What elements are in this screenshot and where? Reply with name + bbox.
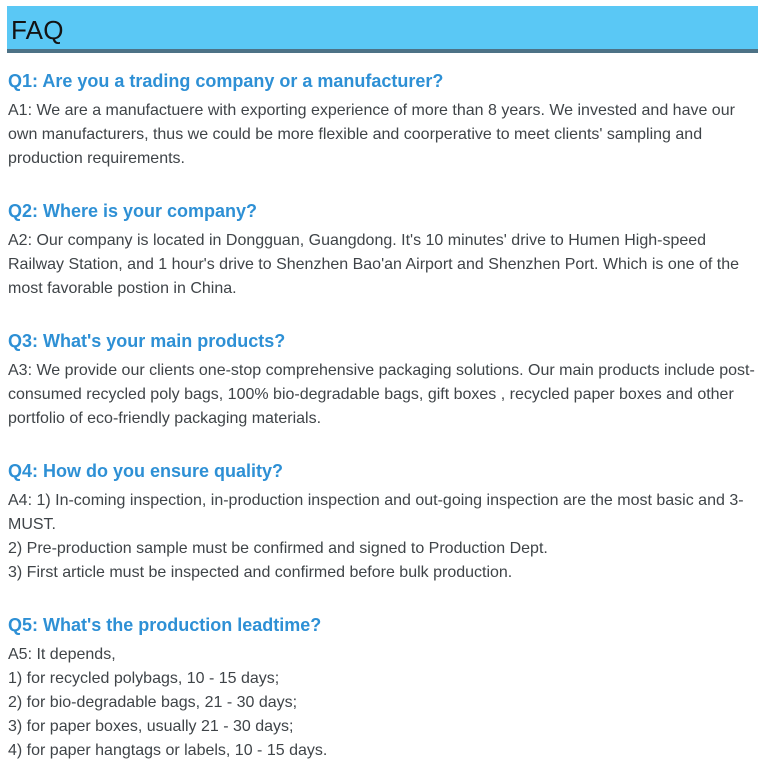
faq-answer-line: A4: 1) In-coming inspection, in-production inspection and out-going inspection are the most basic and 3-MUST. — [8, 492, 744, 533]
faq-answer-line: 2) Pre-production sample must be confirmed and signed to Production Dept. — [8, 540, 548, 557]
faq-section — [8, 331, 757, 431]
faq-answer-line: A3: We provide our clients one-stop comprehensive packaging solutions. Our main products include post-consumed recycled poly bags, 100% bio-degradable bags, gift boxes , recycled paper boxes and other portfolio of eco-friendly packaging materials. — [8, 362, 755, 427]
faq-question: Q3: What's your main products? — [8, 331, 286, 351]
faq-answer-line: A2: Our company is located in Dongguan, Guangdong. It's 10 minutes' drive to Humen High-speed Railway Station, and 1 hour's drive to Shenzhen Bao'an Airport and Shenzhen Port. Which is one of the most favorable postion in China. — [8, 232, 739, 297]
faq-content — [0, 71, 765, 777]
faq-section — [8, 461, 757, 585]
faq-answer — [8, 229, 757, 301]
faq-question: Q5: What's the production leadtime? — [8, 615, 322, 635]
faq-answer — [8, 489, 757, 585]
faq-answer-line: A5: It depends, — [8, 646, 116, 663]
faq-question: Q2: Where is your company? — [8, 201, 258, 221]
faq-answer — [8, 359, 757, 431]
faq-answer-line: 3) for paper boxes, usually 21 - 30 days; — [8, 718, 294, 735]
page-title: FAQ — [11, 15, 64, 45]
faq-answer — [8, 99, 757, 171]
faq-question: Q1: Are you a trading company or a manufacturer? — [8, 71, 444, 91]
faq-section — [8, 71, 757, 171]
faq-answer-line: 4) for paper hangtags or labels, 10 - 15 days. — [8, 742, 328, 759]
faq-answer-line: A1: We are a manufactuere with exporting experience of more than 8 years. We invested and have our own manufacturers, thus we could be more flexible and coorperative to meet clients' sampling and production requirements. — [8, 102, 735, 167]
faq-answer-line: 1) for recycled polybags, 10 - 15 days; — [8, 670, 280, 687]
page-header — [7, 6, 758, 53]
faq-answer-line: 3) First article must be inspected and confirmed before bulk production. — [8, 564, 513, 581]
faq-answer — [8, 643, 757, 763]
faq-section — [8, 615, 757, 763]
faq-question: Q4: How do you ensure quality? — [8, 461, 284, 481]
faq-answer-line: 2) for bio-degradable bags, 21 - 30 days; — [8, 694, 298, 711]
faq-section — [8, 201, 757, 301]
